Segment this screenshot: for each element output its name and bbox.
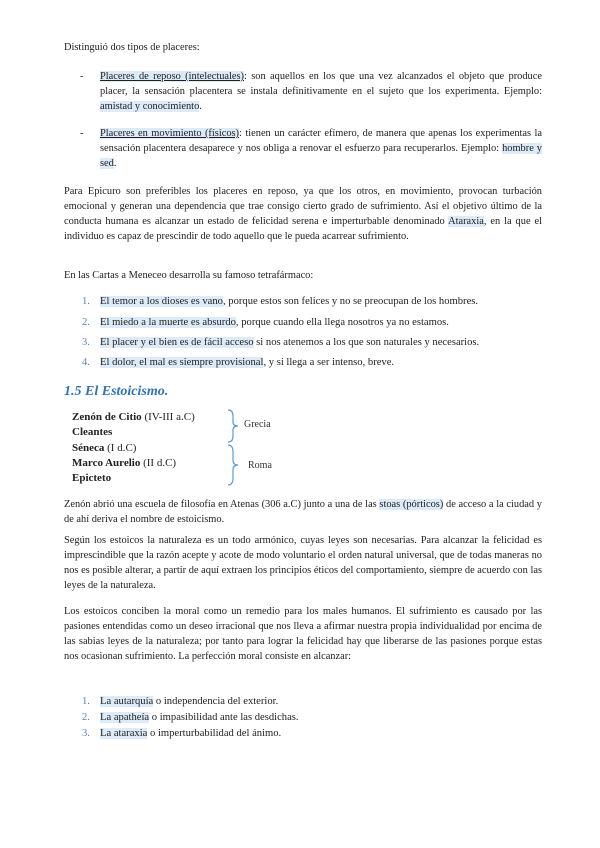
stoic-date: (I d.C) (104, 442, 137, 454)
bullet-dash: - (80, 128, 84, 139)
list-item (100, 726, 545, 741)
pleasure-term: Placeres de reposo (intelectuales) (100, 71, 245, 82)
list-number: 1. (82, 296, 90, 307)
stoic-entry (72, 456, 176, 471)
stoic-date: (IV-III a.C) (141, 411, 195, 423)
section-heading: 1.5 El Estoicismo. (64, 384, 169, 399)
list-item-key: El dolor, el mal es siempre provisional (100, 357, 264, 368)
bullet-dash: - (80, 71, 84, 82)
list-number: 3. (82, 728, 90, 739)
list-item-rest: , y si llega a ser intenso, breve. (263, 357, 395, 368)
pleasure-item-reposo (100, 69, 542, 114)
stoic-entry (72, 471, 111, 486)
stoic-date: (II d.C) (140, 457, 177, 469)
list-item (100, 355, 545, 370)
ataraxia-term: Ataraxia (448, 216, 484, 227)
grecia-brace-icon (226, 408, 240, 444)
list-item (100, 694, 545, 709)
pleasure-desc: : son aquellos en los que una vez alcanzados el objeto que produce placer, la sensación placentera se instala definitivamente en el sujeto que los experimenta. Ejemplo: (100, 71, 542, 97)
list-item-rest: , porque cuando ella llega nosotros ya no estamos. (235, 317, 449, 328)
pleasure-term: Placeres en movimiento (físicos) (100, 128, 240, 139)
pleasure-desc: : tienen un carácter efímero, de manera que apenas los experimentas la sensación placentera desaparece y nos obliga a renovar el esfuerzo para recuperarlos. Ejemplo: (100, 128, 543, 154)
pleasure-end: . (113, 158, 117, 169)
stoic-name: Epicteto (72, 472, 112, 484)
stoic-name: Séneca (72, 442, 105, 454)
intro-text: Distinguió dos tipos de placeres: (64, 42, 200, 53)
list-number: 4. (82, 357, 90, 368)
list-item-rest: si nos atenemos a los que son naturales y necesarios. (253, 337, 480, 348)
stoic-entry (72, 410, 195, 425)
list-item-key: La apatheía (100, 712, 150, 723)
cartas-text: En las Cartas a Meneceo desarrolla su famoso tetrafármaco: (64, 270, 314, 281)
epicuro-text: Para Epicuro son preferibles los placeres en reposo, ya que los otros, en movimiento, provocan turbación emocional y generan una dependencia que trae consigo cierto grado de sufrimiento. Así el objetivo último de la conducta humana es alcanzar un estado de felicidad serena e imperturbable denominado (64, 186, 542, 227)
pleasure-example: amistad y conocimiento (100, 101, 200, 112)
roma-brace-icon (226, 443, 240, 487)
pleasure-end: . (199, 101, 202, 112)
list-item-key: La ataraxia (100, 728, 148, 739)
list-item-rest: , porque estos son felices y no se preocupan de los hombres. (222, 296, 479, 307)
list-item-rest: o independencia del exterior. (153, 696, 279, 707)
list-item-key: El miedo a la muerte es absurdo (100, 317, 236, 328)
zenon-paragraph (64, 497, 542, 527)
zenon-text: Zenón abrió una escuela de filosofía en Atenas (306 a.C) junto a una de las (64, 499, 380, 510)
stoic-entry (72, 425, 112, 440)
stoas-term: stoas (pórticos) (379, 499, 444, 510)
list-item (100, 335, 545, 350)
list-number: 1. (82, 696, 90, 707)
list-item (100, 294, 545, 309)
stoic-name: Zenón de Citio (72, 411, 142, 423)
grecia-label: Grecia (244, 419, 271, 430)
epicuro-paragraph (64, 184, 542, 244)
stoic-name: Marco Aurelio (72, 457, 141, 469)
zenon-text-end: de acceso a la ciudad y de ahí deriva el nombre de estoicismo. (64, 499, 542, 525)
list-number: 3. (82, 337, 90, 348)
epicuro-text-end: , en la que el individuo es capaz de prescindir de todo aquello que le pueda acarrear sufrimiento. (64, 216, 542, 242)
list-item-rest: o imperturbabilidad del ánimo. (147, 728, 282, 739)
list-item-key: El placer y el bien es de fácil acceso (100, 337, 254, 348)
stoic-name: Cleantes (72, 426, 113, 438)
list-item-key: El temor a los dioses es vano (100, 296, 223, 307)
pleasure-example: hombre y sed (100, 143, 542, 169)
naturaleza-paragraph: Según los estoicos la naturaleza es un todo armónico, cuyas leyes son necesarias. Para alcanzar la felicidad es imprescindible que la razón acepte y acote de modo voluntario el orden natural universal, que de todas maneras no nos es posible alterar, a partir de aquí extraen los principios éticos del comportamiento, siempre de acuerdo con las leyes de la naturaleza. (64, 535, 542, 591)
list-number: 2. (82, 317, 90, 328)
list-number: 2. (82, 712, 90, 723)
pleasure-item-movimiento (100, 126, 542, 171)
list-item-key: La autarquía (100, 696, 154, 707)
roma-label: Roma (248, 460, 272, 471)
list-item (100, 315, 545, 330)
list-item-rest: o impasibilidad ante las desdichas. (149, 712, 299, 723)
moral-paragraph: Los estoicos conciben la moral como un remedio para los males humanos. El sufrimiento es causado por las pasiones entendidas como un deseo irracional que nos lleva a afirmar nuestra propia individualidad por encima de las sabias leyes de la naturaleza; por tanto para lograr la felicidad hay que liberarse de las pasiones porque estas nos ocasionan sufrimiento. La perfección moral consiste en alcanzar: (64, 606, 542, 662)
list-item (100, 710, 545, 725)
stoic-entry (72, 441, 136, 456)
